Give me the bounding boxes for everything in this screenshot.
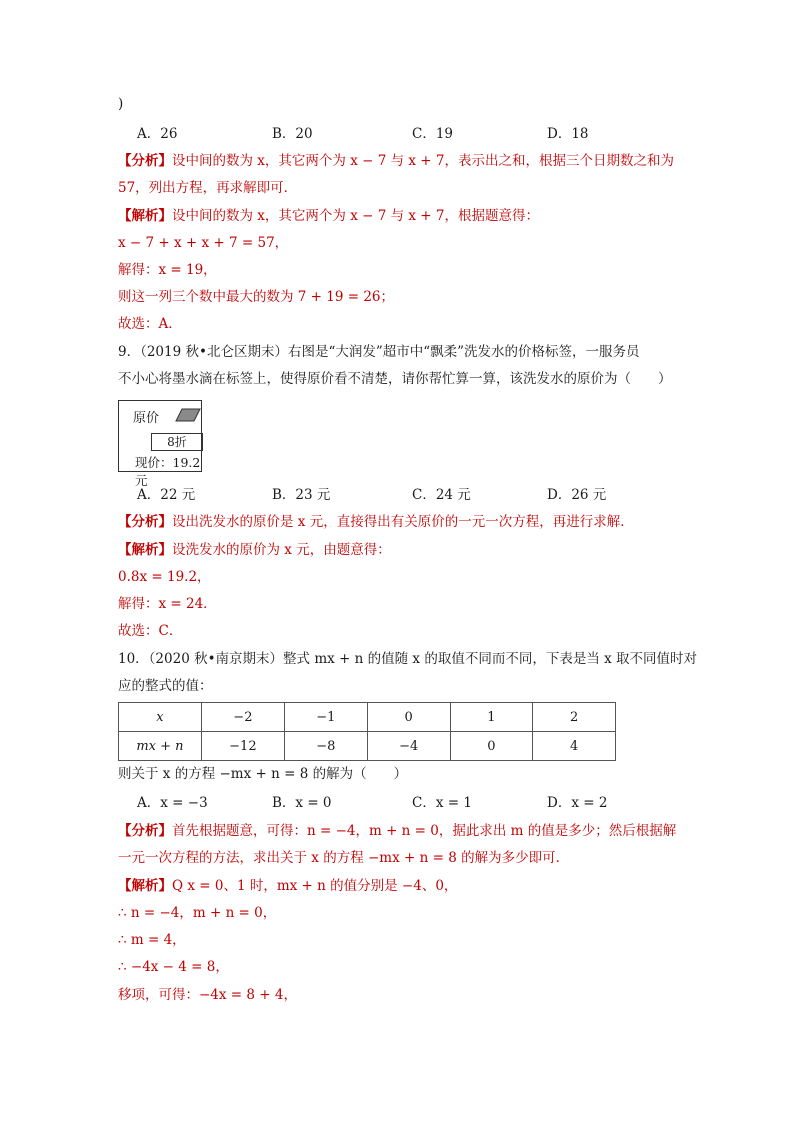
q10-choice-d[interactable]: D．x = 2 — [547, 795, 608, 811]
q10-choice-b[interactable]: B．x = 0 — [272, 795, 332, 811]
table-row — [119, 703, 616, 732]
q9-solution — [118, 540, 391, 560]
analysis-tag: 【分析】 — [118, 823, 172, 839]
q9-analysis — [118, 512, 634, 532]
q10-equation-3: ∴ −4x − 4 = 8， — [118, 959, 229, 975]
table-cell: 4 — [533, 732, 616, 761]
q9-stem-2: 不小心将墨水滴在标签上，使得原价看不清楚，请你帮忙算一算，该洗发水的原价为（ ） — [118, 371, 672, 387]
q10-choice-c[interactable]: C．x = 1 — [412, 795, 472, 811]
q8-choice-a[interactable]: A．26 — [137, 126, 178, 142]
table-row — [119, 732, 616, 761]
solution-tag: 【解析】 — [118, 208, 172, 224]
price-tag-original-label: 原价 — [133, 411, 160, 426]
q8-choice-b[interactable]: B．20 — [272, 126, 313, 142]
q10-question: 则关于 x 的方程 −mx + n = 8 的解为（ ） — [118, 766, 408, 782]
q9-choice-d[interactable]: D．26 元 — [547, 487, 607, 503]
table-cell: 1 — [450, 703, 533, 732]
table-cell: −12 — [201, 732, 284, 761]
q8-equation-2: 解得：x = 19， — [118, 262, 217, 278]
q10-analysis-text-1: 首先根据题意，可得：n = −4，m + n = 0，据此求出 m 的值是多少；然后根据解 — [172, 823, 677, 839]
q10-choice-a[interactable]: A．x = −3 — [137, 795, 208, 811]
price-tag-figure — [118, 400, 202, 488]
q8-equation-3: 则这一列三个数中最大的数为 7 + 19 = 26； — [118, 289, 395, 305]
solution-tag: 【解析】 — [118, 878, 172, 894]
value-table — [118, 702, 616, 761]
q10-equation-2: ∴ m = 4， — [118, 932, 186, 948]
price-tag-current-price: 现价：19.2元 — [135, 455, 201, 488]
q10-stem-1: 10．（2020 秋•南京期末）整式 mx + n 的值随 x 的取值不同而不同，下表是当 x 取不同值时对 — [118, 651, 698, 667]
q10-equation-1: ∴ n = −4，m + n = 0， — [118, 905, 277, 921]
solution-tag: 【解析】 — [118, 542, 172, 558]
closing-paren: ) — [118, 96, 124, 112]
analysis-tag: 【分析】 — [118, 153, 172, 169]
q8-analysis-text-2: 57，列出方程，再求解即可． — [118, 180, 298, 196]
q9-choice-a[interactable]: A．22 元 — [137, 487, 196, 503]
price-tag-discount: 8折 — [151, 433, 203, 451]
analysis-tag: 【分析】 — [118, 514, 172, 530]
q9-answer: 故选：C． — [118, 623, 183, 639]
table-cell: 0 — [450, 732, 533, 761]
table-cell: 0 — [367, 703, 450, 732]
q9-stem-1: 9．（2019 秋•北仑区期末）右图是“大润发”超市中“飘柔”洗发水的价格标签，一服务员 — [118, 344, 640, 360]
q8-answer: 故选：A． — [118, 316, 182, 332]
q10-analysis — [118, 821, 676, 841]
q10-stem-2: 应的整式的值： — [118, 678, 213, 694]
q8-equation-1: x − 7 + x + x + 7 = 57， — [118, 235, 289, 251]
q9-choice-b[interactable]: B．23 元 — [272, 487, 331, 503]
q9-solution-text: 设洗发水的原价为 x 元，由题意得： — [172, 542, 391, 558]
q10-solution-text: Q x = 0、1 时，mx + n 的值分别是 −4、0， — [172, 878, 458, 894]
q8-solution — [118, 206, 539, 226]
q8-analysis-text-1: 设中间的数为 x，其它两个为 x − 7 与 x + 7，表示出之和，根据三个日期数之和为 — [172, 153, 674, 169]
table-cell: 2 — [533, 703, 616, 732]
table-header-cell: x — [119, 703, 202, 732]
table-cell: −2 — [201, 703, 284, 732]
ink-blot-parallelogram — [175, 408, 201, 422]
q9-equation-2: 解得：x = 24． — [118, 596, 217, 612]
q8-analysis — [118, 151, 674, 171]
table-cell: −4 — [367, 732, 450, 761]
q9-choice-c[interactable]: C．24 元 — [412, 487, 471, 503]
table-header-cell: mx + n — [119, 732, 202, 761]
q10-analysis-text-2: 一元一次方程的方法，求出关于 x 的方程 −mx + n = 8 的解为多少即可． — [118, 850, 570, 866]
q8-solution-text: 设中间的数为 x，其它两个为 x − 7 与 x + 7，根据题意得： — [172, 208, 539, 224]
table-cell: −8 — [284, 732, 367, 761]
q8-choice-d[interactable]: D．18 — [547, 126, 589, 142]
q9-analysis-text: 设出洗发水的原价是 x 元，直接得出有关原价的一元一次方程，再进行求解． — [172, 514, 634, 530]
q9-equation-1: 0.8x = 19.2， — [118, 569, 211, 585]
q8-choice-c[interactable]: C．19 — [412, 126, 454, 142]
q10-equation-4: 移项，可得：−4x = 8 + 4， — [118, 987, 297, 1003]
table-cell: −1 — [284, 703, 367, 732]
q10-solution — [118, 876, 457, 896]
